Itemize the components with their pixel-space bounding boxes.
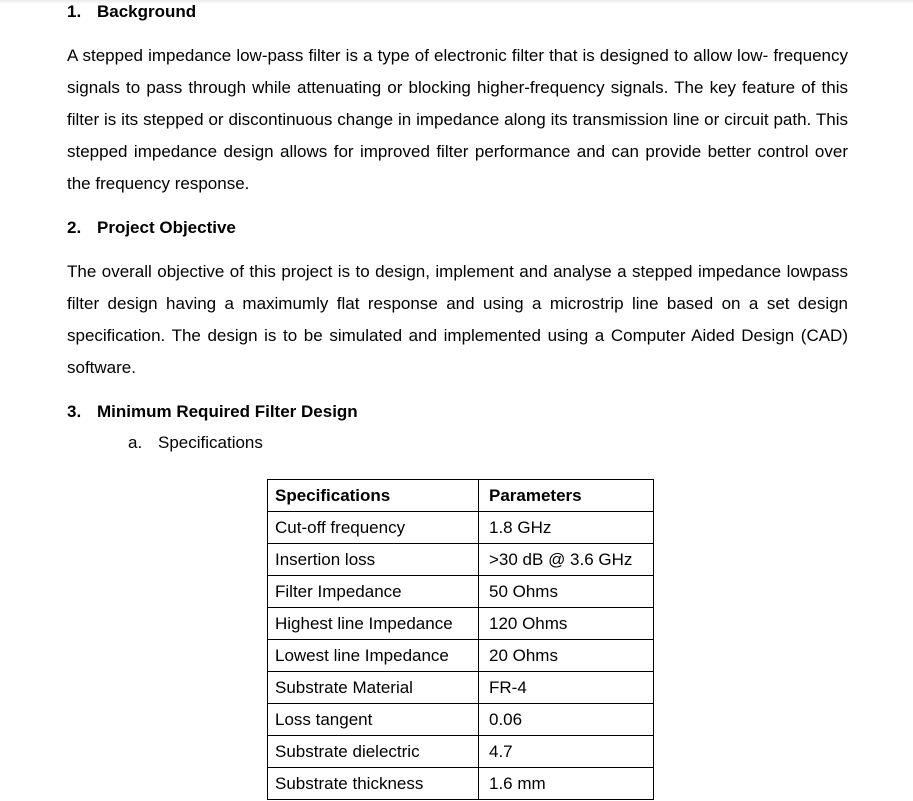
paragraph-line: A stepped impedance low-pass filter is a type of electronic filter that is designed to allow low-	[67, 46, 769, 65]
paragraph-line: can provide better control over the frequency response.	[67, 142, 848, 193]
param-cell: 20 Ohms	[479, 640, 654, 672]
subsection-title: Specifications	[158, 433, 263, 452]
param-cell: 1.6 mm	[479, 768, 654, 800]
paragraph-line: set design specification. The design is to be simulated and implemented using a Computer Aided	[67, 294, 848, 345]
background-paragraph	[67, 40, 848, 200]
param-cell: 50 Ohms	[479, 576, 654, 608]
param-cell: 1.8 GHz	[479, 512, 654, 544]
param-cell: 120 Ohms	[479, 608, 654, 640]
section-title: Minimum Required Filter Design	[97, 402, 358, 421]
paragraph-line: line or circuit path. This stepped impedance design allows for improved filter performance and	[67, 110, 848, 161]
table-row	[268, 704, 654, 736]
param-cell: FR-4	[479, 672, 654, 704]
header-cell-specifications: Specifications	[268, 480, 479, 512]
spec-cell: Highest line Impedance	[268, 608, 479, 640]
paragraph-line: frequency signals to pass through while attenuating or blocking higher-frequency signals. The key	[67, 46, 848, 97]
subsection-heading-specifications	[128, 433, 263, 453]
table-row	[268, 512, 654, 544]
section-number: 3.	[67, 402, 82, 421]
spec-cell: Lowest line Impedance	[268, 640, 479, 672]
table-row	[268, 640, 654, 672]
table-header-row	[268, 480, 654, 512]
spec-cell: Cut-off frequency	[268, 512, 479, 544]
section-heading-design	[67, 402, 358, 422]
table-row	[268, 672, 654, 704]
section-heading-background	[67, 2, 196, 22]
table-row	[268, 736, 654, 768]
section-title: Project Objective	[97, 218, 236, 237]
header-cell-parameters: Parameters	[479, 480, 654, 512]
objective-paragraph	[67, 256, 848, 384]
param-cell: >30 dB @ 3.6 GHz	[479, 544, 654, 576]
section-number: 2.	[67, 218, 82, 237]
spec-cell: Loss tangent	[268, 704, 479, 736]
table-row	[268, 544, 654, 576]
spec-cell: Substrate thickness	[268, 768, 479, 800]
paragraph-line: Design (CAD) software.	[67, 326, 848, 377]
paragraph-line: lowpass filter design having a maximumly flat response and using a microstrip line based on a	[67, 262, 848, 313]
section-heading-objective	[67, 218, 236, 238]
table-row	[268, 608, 654, 640]
param-cell: 0.06	[479, 704, 654, 736]
subsection-number: a.	[128, 433, 143, 452]
spec-cell: Substrate dielectric	[268, 736, 479, 768]
table-row	[268, 768, 654, 800]
spec-cell: Filter Impedance	[268, 576, 479, 608]
spec-cell: Substrate Material	[268, 672, 479, 704]
specifications-table	[267, 479, 654, 800]
paragraph-line: feature of this filter is its stepped or discontinuous change in impedance along its transmission	[67, 78, 848, 129]
section-number: 1.	[67, 2, 82, 21]
param-cell: 4.7	[479, 736, 654, 768]
table-row	[268, 576, 654, 608]
section-title: Background	[97, 2, 197, 21]
spec-cell: Insertion loss	[268, 544, 479, 576]
paragraph-line: The overall objective of this project is to design, implement and analyse a stepped impedance	[67, 262, 782, 281]
